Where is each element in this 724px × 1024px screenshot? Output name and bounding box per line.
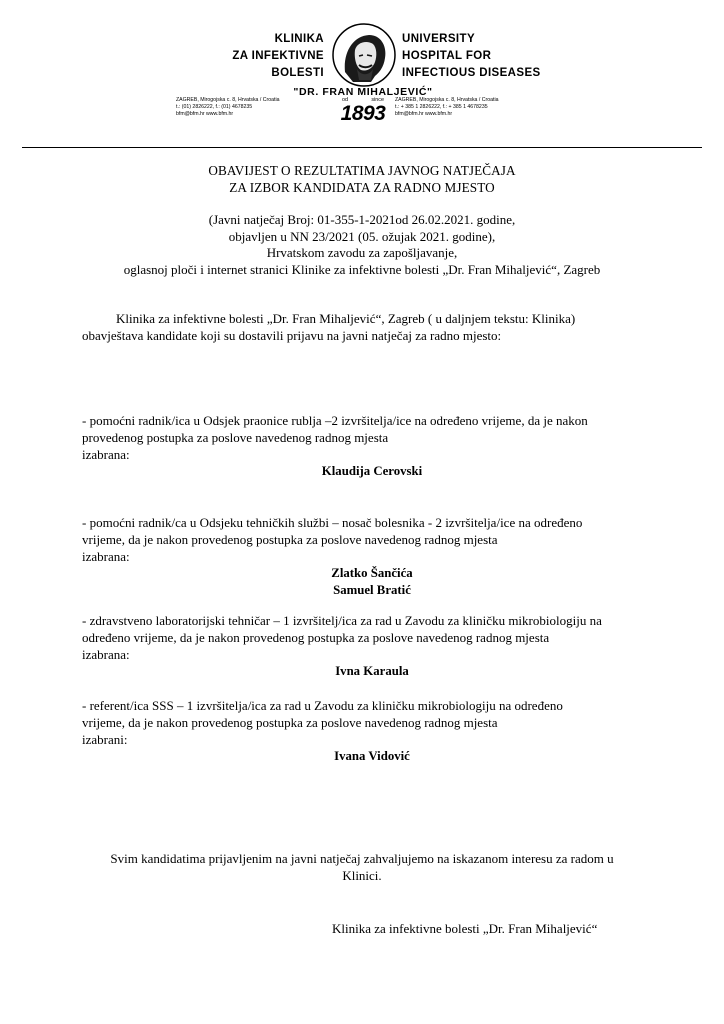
contact-info-english [395,97,555,117]
position-line: određeno vrijeme, da je nakon provedenog postupka za poslove navedenog radnog mjesta [82,629,550,645]
hospital-name-line: ZA INFEKTIVNE [232,50,324,62]
hospital-name-line: INFECTIOUS DISEASES [402,67,541,79]
position-line: izabrana: [82,646,130,662]
title-line: ZA IZBOR KANDIDATA ZA RADNO MJESTO [229,179,495,195]
header-divider [22,147,702,148]
position-line: izabrana: [82,548,130,564]
hospital-name-line: BOLESTI [271,67,324,79]
intro-line: obavještava kandidate koji su dostavili prijavu na javni natječaj za radno mjesto: [82,328,502,343]
position-laundry [82,413,662,480]
closing-paragraph [60,850,664,884]
founded-year-block [339,97,387,125]
reference-line: Hrvatskom zavodu za zapošljavanje, [266,245,458,260]
position-line: izabrana: [82,446,130,462]
position-line: provedenog postupka za poslove navedenog radnog mjesta [82,429,389,445]
contact-line: ZAGREB, Mirogojska c. 8, Hrvatska / Croatia [395,97,499,103]
contact-line: t.: (01) 2826222, f.: (01) 4678235 [176,103,253,110]
position-line: - referent/ica SSS – 1 izvršitelja/ica za rad u Zavodu za kliničku mikrobiologiju na određeno [82,698,563,713]
contact-line: ZAGREB, Mirogojska c. 8, Hrvatska / Croatia [176,97,280,103]
founder-portrait-logo [331,22,397,88]
hospital-name-english [402,31,541,82]
intro-paragraph [82,310,652,344]
selected-candidate: Klaudija Cerovski [321,464,423,479]
position-line: - pomoćni radnik/ca u Odsjeku tehničkih službi – nosač bolesnika - 2 izvršitelja/ice na određeno [82,515,583,530]
position-line: izabrani: [82,731,128,747]
position-line: vrijeme, da je nakon provedenog postupka za poslove navedenog radnog mjesta [82,714,498,730]
position-patient-carrier [82,515,662,599]
closing-line: Svim kandidatima prijavljenim na javni natječaj zahvaljujemo na iskazanom interesu za radom u [110,851,614,866]
title-line: OBAVIJEST O REZULTATIMA JAVNOG NATJEČAJA [208,163,516,178]
founder-name: "DR. FRAN MIHALJEVIĆ" [293,86,433,98]
contact-line: bfm@bfm.hr www.bfm.hr [395,110,453,117]
contact-line: t.: + 385 1 2826222, f.: + 385 1 4678235 [395,103,488,110]
selected-candidate: Samuel Bratić [333,583,411,598]
reference-line: (Javni natječaj Broj: 01-355-1-2021od 26.02.2021. godine, [208,212,516,227]
position-line: vrijeme, da je nakon provedenog postupka za poslove navedenog radnog mjesta [82,531,498,547]
selected-candidate: Ivana Vidović [334,749,410,764]
tender-reference [0,212,724,278]
hospital-name-line: HOSPITAL FOR [402,50,492,62]
notice-title [0,163,724,196]
contact-line: bfm@bfm.hr www.bfm.hr [176,110,234,117]
reference-line: objavljen u NN 23/2021 (05. ožujak 2021. godine), [228,228,496,244]
letterhead [0,0,724,140]
position-clerk [82,698,662,765]
closing-line: Klinici. [342,868,382,883]
reference-line: oglasnoj ploči i internet stranici Klinike za infektivne bolesti „Dr. Fran Mihaljević“, Zagreb [123,261,601,277]
position-lab-technician [82,613,662,680]
position-line: - zdravstveno laboratorijski tehničar – 1 izvršitelj/ica za rad u Zavodu za kliničku mikrobiologiju na [82,613,602,628]
selected-candidate: Zlatko Šančića [331,566,413,581]
signature-line: Klinika za infektivne bolesti „Dr. Fran Mihaljević“ [332,921,598,936]
hospital-name-croatian [232,31,324,82]
since-label: since [371,97,384,103]
od-label: od [342,97,348,103]
contact-info-croatian [176,97,336,117]
position-line: - pomoćni radnik/ica u Odsjek praonice rublja –2 izvršitelja/ice na određeno vrijeme, da je nakon [82,413,588,428]
hospital-name-line: UNIVERSITY [402,33,476,45]
founded-year: 1893 [340,102,386,125]
selected-candidate: Ivna Karaula [335,664,409,679]
intro-line: Klinika za infektivne bolesti „Dr. Fran Mihaljević“, Zagreb ( u daljnjem tekstu: Klinika) [116,311,576,326]
hospital-name-line: KLINIKA [274,33,324,45]
